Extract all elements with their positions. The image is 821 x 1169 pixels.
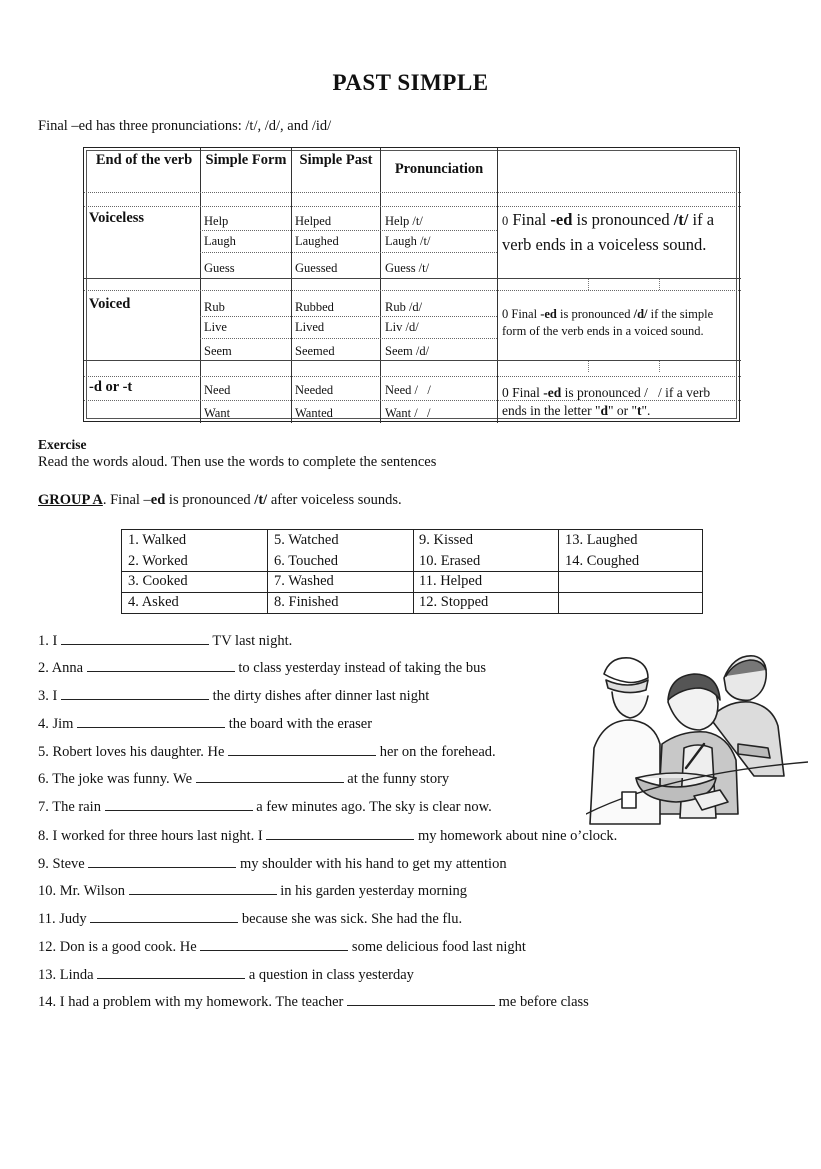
col-divider <box>497 148 498 423</box>
sentence-13: 13. Linda a question in class yesterday <box>38 967 414 983</box>
simple-form-cell: Live <box>204 320 227 334</box>
simple-form-cell: Guess <box>204 261 235 275</box>
table-inner-border <box>86 150 737 419</box>
pronunciation-cell: Liv /d/ <box>385 320 419 334</box>
simple-past-cell: Seemed <box>295 344 335 358</box>
pronunciation-cell: Rub /d/ <box>385 300 423 314</box>
simple-form-cell: Seem <box>204 344 232 358</box>
simple-past-cell: Needed <box>295 383 334 397</box>
col-divider <box>291 148 292 423</box>
group-label-voiced: Voiced <box>89 296 131 312</box>
sentence-2: 2. Anna to class yesterday instead of taking the bus <box>38 660 487 676</box>
row-divider <box>84 376 741 377</box>
pronunciation-cell: Help /t/ <box>385 214 423 228</box>
simple-past-cell: Helped <box>295 214 332 228</box>
word-bank-item: 14. Coughed <box>565 553 640 569</box>
header-end-of-verb: End of the verb <box>95 152 193 168</box>
col-divider <box>659 360 660 372</box>
group-label-voiceless: Voiceless <box>89 210 145 226</box>
row-divider <box>84 360 741 361</box>
row-divider <box>84 206 741 207</box>
word-bank-item: 13. Laughed <box>565 532 638 548</box>
row-divider <box>122 571 702 572</box>
sentence-6: 6. The joke was funny. We at the funny story <box>38 771 450 787</box>
pronunciation-cell: Laugh /t/ <box>385 234 431 248</box>
col-divider <box>588 278 589 290</box>
sentence-8: 8. I worked for three hours last night. I my homework about nine o’clock. <box>38 828 618 844</box>
answer-blank[interactable] <box>196 769 344 783</box>
answer-blank[interactable] <box>90 909 238 923</box>
word-bank-item: 10. Erased <box>419 553 481 569</box>
answer-blank[interactable] <box>105 797 253 811</box>
word-bank-item: 8. Finished <box>274 594 339 610</box>
answer-blank[interactable] <box>347 992 495 1006</box>
pronunciation-cell: Need / / <box>385 383 431 397</box>
answer-blank[interactable] <box>77 714 225 728</box>
word-bank-table <box>121 529 703 614</box>
word-bank-item: 5. Watched <box>274 532 339 548</box>
simple-past-cell: Laughed <box>295 234 339 248</box>
pronunciation-cell: Guess /t/ <box>385 261 430 275</box>
sentence-11: 11. Judy because she was sick. She had the flu. <box>38 911 463 927</box>
simple-past-cell: Wanted <box>295 406 333 420</box>
answer-blank[interactable] <box>87 658 235 672</box>
d-or-t-rule-note: 0 Final -ed is pronounced / / if a verb ends in the letter "d" or "t". <box>502 385 714 418</box>
word-bank-item: 12. Stopped <box>419 594 489 610</box>
simple-form-cell: Laugh <box>204 234 236 248</box>
voiceless-rule-note: 0 Final -ed is pronounced /t/ if a verb ends in a voiceless sound. <box>502 210 715 254</box>
simple-form-cell: Need <box>204 383 231 397</box>
sentence-9: 9. Steve my shoulder with his hand to get my attention <box>38 856 507 872</box>
intro-text: Final –ed has three pronunciations: /t/, /d/, and /id/ <box>38 118 332 134</box>
row-divider <box>200 230 497 231</box>
header-simple-past: Simple Past <box>299 152 373 168</box>
word-bank-item: 9. Kissed <box>419 532 473 548</box>
pronunciation-cell: Want / / <box>385 406 431 420</box>
exercise-heading: Exercise <box>38 437 87 452</box>
word-bank-item: 1. Walked <box>128 532 187 548</box>
voiced-rule-note: 0 Final -ed is pronounced /d/ if the simple form of the verb ends in a voiced sound. <box>502 307 714 338</box>
word-bank-item: 2. Worked <box>128 553 188 569</box>
row-divider <box>84 192 741 193</box>
sentence-7: 7. The rain a few minutes ago. The sky is clear now. <box>38 799 492 815</box>
answer-blank[interactable] <box>61 686 209 700</box>
word-bank-item: 11. Helped <box>419 573 483 589</box>
answer-blank[interactable] <box>129 881 277 895</box>
simple-past-cell: Rubbed <box>295 300 334 314</box>
word-bank-item: 7. Washed <box>274 573 334 589</box>
pronunciation-cell: Seem /d/ <box>385 344 430 358</box>
header-simple-form: Simple Form <box>205 152 287 168</box>
simple-past-cell: Lived <box>295 320 325 334</box>
word-bank-item: 4. Asked <box>128 594 179 610</box>
col-divider <box>380 148 381 423</box>
page-title: PAST SIMPLE <box>332 70 489 95</box>
simple-form-cell: Rub <box>204 300 225 314</box>
row-divider <box>200 252 497 253</box>
answer-blank[interactable] <box>97 965 245 979</box>
pronunciation-table <box>83 147 740 422</box>
row-divider <box>122 592 702 593</box>
cooking-illustration <box>586 648 808 826</box>
group-a-heading: GROUP A. Final –ed is pronounced /t/ after voiceless sounds. <box>38 492 402 508</box>
col-divider <box>200 148 201 423</box>
answer-blank[interactable] <box>200 937 348 951</box>
answer-blank[interactable] <box>266 826 414 840</box>
word-bank-item: 3. Cooked <box>128 573 188 589</box>
row-divider <box>200 316 497 317</box>
sentence-4: 4. Jim the board with the eraser <box>38 716 373 732</box>
word-bank-item: 6. Touched <box>274 553 338 569</box>
answer-blank[interactable] <box>61 631 209 645</box>
sentence-1: 1. I TV last night. <box>38 633 293 649</box>
row-divider <box>200 338 497 339</box>
answer-blank[interactable] <box>88 854 236 868</box>
simple-form-cell: Want <box>204 406 231 420</box>
simple-past-cell: Guessed <box>295 261 338 275</box>
sentence-10: 10. Mr. Wilson in his garden yesterday morning <box>38 883 468 899</box>
row-divider <box>84 278 741 279</box>
col-divider <box>659 278 660 290</box>
simple-form-cell: Help <box>204 214 229 228</box>
row-divider <box>84 290 741 291</box>
col-divider <box>588 360 589 372</box>
sentence-12: 12. Don is a good cook. He some delicious food last night <box>38 939 526 955</box>
sentence-5: 5. Robert loves his daughter. He her on the forehead. <box>38 744 496 760</box>
exercise-instruction: Read the words aloud. Then use the words to complete the sentences <box>38 454 437 470</box>
sentence-3: 3. I the dirty dishes after dinner last night <box>38 688 430 704</box>
header-pronunciation: Pronunciation <box>394 161 484 177</box>
answer-blank[interactable] <box>228 742 376 756</box>
sentence-14: 14. I had a problem with my homework. The teacher me before class <box>38 994 589 1010</box>
group-label-d-or-t: -d or -t <box>89 379 133 395</box>
